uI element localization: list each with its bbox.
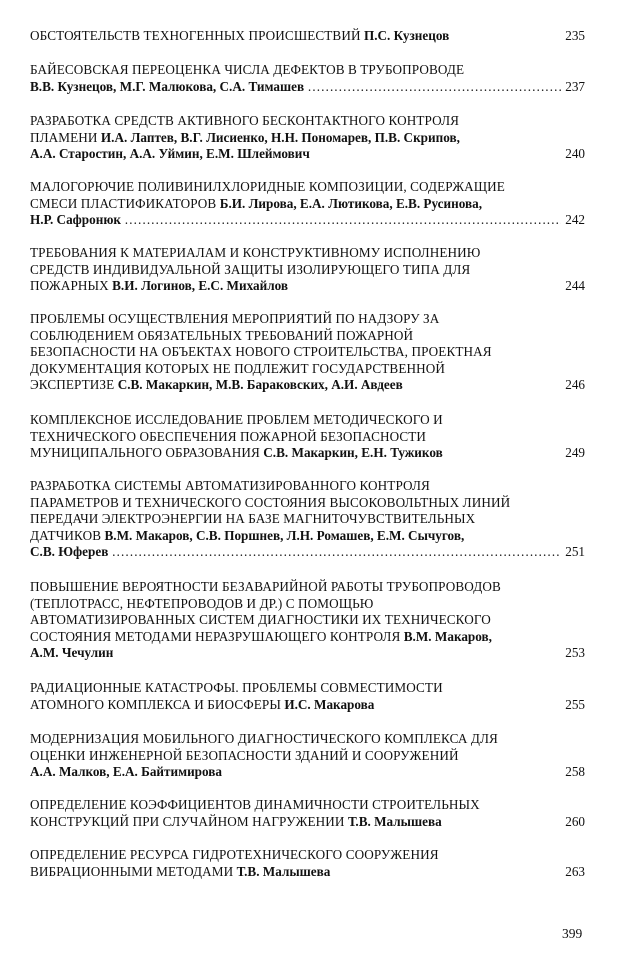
entry-page-number: 237 [561, 79, 585, 96]
entry-title: КОНСТРУКЦИЙ ПРИ СЛУЧАЙНОМ НАГРУЖЕНИИ [30, 813, 348, 829]
entry-title: МОДЕРНИЗАЦИЯ МОБИЛЬНОГО ДИАГНОСТИЧЕСКОГО КОМПЛЕКСА ДЛЯ [30, 731, 498, 746]
toc-entry [30, 412, 585, 462]
entry-authors: С.В. Макаркин, М.В. Бараковских, А.И. Авдеев [117, 377, 403, 393]
entry-title: БАЙЕСОВСКАЯ ПЕРЕОЦЕНКА ЧИСЛА ДЕФЕКТОВ В ТРУБОПРОВОДЕ [30, 62, 465, 77]
entry-authors: И.С. Макарова [284, 696, 375, 712]
entry-title: (ТЕПЛОТРАСС, НЕФТЕПРОВОДОВ И ДР.) С ПОМОЩЬЮ [30, 595, 374, 611]
toc-entry [30, 311, 585, 394]
entry-title: РАЗРАБОТКА СРЕДСТВ АКТИВНОГО БЕСКОНТАКТНОГО КОНТРОЛЯ [30, 113, 460, 128]
entry-title: ПАРАМЕТРОВ И ТЕХНИЧЕСКОГО СОСТОЯНИЯ ВЫСОКОВОЛЬТНЫХ ЛИНИЙ [30, 494, 511, 510]
entry-title: СОБЛЮДЕНИЕМ ОБЯЗАТЕЛЬНЫХ ТРЕБОВАНИЙ ПОЖАРНОЙ [30, 327, 414, 343]
entry-title: АВТОМАТИЗИРОВАННЫХ СИСТЕМ ДИАГНОСТИКИ ИХ ТЕХНИЧЕСКОГО [30, 612, 491, 628]
entry-page-number: 246 [561, 377, 585, 394]
entry-title: ПЕРЕДАЧИ ЭЛЕКТРОЭНЕРГИИ НА БАЗЕ МАГНИТОЧУВСТВИТЕЛЬНЫХ [30, 511, 476, 527]
toc-entry [30, 680, 585, 713]
entry-title: ПЛАМЕНИ [30, 129, 101, 145]
entry-authors: Н.Р. Сафронюк ……………………………………………………………………………………………………………………………………… [30, 212, 585, 227]
entry-authors: С.В. Макаркин, Е.Н. Тужиков [263, 445, 443, 461]
entry-authors: А.М. Чечулин [30, 645, 114, 661]
entry-authors: П.С. Кузнецов [363, 28, 450, 43]
entry-authors: А.А. Малков, Е.А. Байтимирова [30, 764, 222, 780]
entry-title: ОБСТОЯТЕЛЬСТВ ТЕХНОГЕННЫХ ПРОИСШЕСТВИЙ [30, 28, 364, 43]
entry-title: АТОМНОГО КОМПЛЕКСА И БИОСФЕРЫ [30, 696, 285, 712]
entry-title: ДОКУМЕНТАЦИЯ КОТОРЫХ НЕ ПОДЛЕЖИТ ГОСУДАРСТВЕННОЙ [30, 360, 445, 376]
entry-title: ОПРЕДЕЛЕНИЕ РЕСУРСА ГИДРОТЕХНИЧЕСКОГО СООРУЖЕНИЯ [30, 847, 439, 862]
entry-authors: В.И. Логинов, Е.С. Михайлов [112, 278, 288, 294]
toc-entry [30, 797, 585, 830]
entry-title: ПОЖАРНЫХ [30, 278, 113, 294]
entry-title: РАЗРАБОТКА СИСТЕМЫ АВТОМАТИЗИРОВАННОГО КОНТРОЛЯ [30, 478, 430, 493]
entry-authors: С.В. Юферев ……………………………………………………………………………………………………………………………………… [30, 544, 585, 559]
entry-title: ТРЕБОВАНИЯ К МАТЕРИАЛАМ И КОНСТРУКТИВНОМУ ИСПОЛНЕНИЮ [30, 245, 481, 260]
toc-entry [30, 179, 585, 229]
entry-authors: Т.В. Малышева [347, 813, 442, 829]
toc-entry [30, 731, 585, 781]
entry-page-number: 260 [561, 814, 585, 831]
entry-title: МАЛОГОРЮЧИЕ ПОЛИВИНИЛХЛОРИДНЫЕ КОМПОЗИЦИИ, СОДЕРЖАЩИЕ [30, 179, 505, 194]
entry-authors: В.М. Макаров, С.В. Поршнев, Л.Н. Ромашев, Е.М. Сычугов, [104, 527, 465, 543]
entry-page-number: 258 [561, 764, 585, 781]
entry-title: ТЕХНИЧЕСКОГО ОБЕСПЕЧЕНИЯ ПОЖАРНОЙ БЕЗОПАСНОСТИ [30, 428, 427, 444]
entry-title: БЕЗОПАСНОСТИ НА ОБЪЕКТАХ НОВОГО СТРОИТЕЛЬСТВА, ПРОЕКТНАЯ [30, 344, 492, 360]
entry-title: ВИБРАЦИОННЫМИ МЕТОДАМИ [30, 863, 237, 879]
entry-authors: Б.И. Лирова, Е.А. Лютикова, Е.В. Русинова, [219, 195, 483, 211]
toc-entry [30, 847, 585, 880]
toc-entry [30, 245, 585, 295]
toc-entry [30, 579, 585, 662]
entry-title: ОЦЕНКИ ИНЖЕНЕРНОЙ БЕЗОПАСНОСТИ ЗДАНИЙ И СООРУЖЕНИЙ [30, 747, 459, 763]
entry-page-number: 253 [561, 645, 585, 662]
entry-page-number: 235 [561, 28, 585, 45]
entry-authors: И.А. Лаптев, В.Г. Лисиенко, Н.Н. Пономарев, П.В. Скрипов, [100, 129, 460, 145]
entry-title: СРЕДСТВ ИНДИВИДУАЛЬНОЙ ЗАЩИТЫ ИЗОЛИРУЮЩЕГО ТИПА ДЛЯ [30, 261, 471, 277]
entry-title: РАДИАЦИОННЫЕ КАТАСТРОФЫ. ПРОБЛЕМЫ СОВМЕСТИМОСТИ [30, 680, 443, 695]
entry-title: СОСТОЯНИЯ МЕТОДАМИ НЕРАЗРУШАЮЩЕГО КОНТРОЛЯ [30, 628, 404, 644]
toc-entry [30, 62, 585, 95]
entry-title: ЭКСПЕРТИЗЕ [30, 377, 118, 393]
entry-authors: В.В. Кузнецов, М.Г. Малюкова, С.А. Тимашев ……………………………………………………………………………………………………………………………………… [30, 79, 585, 94]
entry-authors: А.А. Старостин, А.А. Уймин, Е.М. Шлеймович [30, 146, 310, 162]
entry-title: КОМПЛЕКСНОЕ ИССЛЕДОВАНИЕ ПРОБЛЕМ МЕТОДИЧЕСКОГО И [30, 412, 443, 427]
entry-title: ПРОБЛЕМЫ ОСУЩЕСТВЛЕНИЯ МЕРОПРИЯТИЙ ПО НАДЗОРУ ЗА [30, 311, 440, 326]
entry-title: МУНИЦИПАЛЬНОГО ОБРАЗОВАНИЯ [30, 445, 264, 461]
entry-title: СМЕСИ ПЛАСТИФИКАТОРОВ [30, 195, 220, 211]
entry-authors: Т.В. Малышева [236, 863, 331, 879]
entry-page-number: 240 [561, 146, 585, 163]
toc-entry [30, 28, 585, 45]
toc-entry [30, 478, 585, 561]
entry-page-number: 255 [561, 697, 585, 714]
entry-page-number: 263 [561, 864, 585, 881]
entry-page-number: 249 [561, 445, 585, 462]
entry-authors: В.М. Макаров, [403, 628, 492, 644]
entry-page-number: 242 [561, 212, 585, 229]
entry-title: ДАТЧИКОВ [30, 527, 105, 543]
entry-title: ОПРЕДЕЛЕНИЕ КОЭФФИЦИЕНТОВ ДИНАМИЧНОСТИ СТРОИТЕЛЬНЫХ [30, 797, 480, 812]
entry-page-number: 251 [561, 544, 585, 561]
toc-entry [30, 113, 585, 163]
page-number: 399 [562, 926, 583, 941]
entry-title: ПОВЫШЕНИЕ ВЕРОЯТНОСТИ БЕЗАВАРИЙНОЙ РАБОТЫ ТРУБОПРОВОДОВ [30, 579, 501, 594]
entry-page-number: 244 [561, 278, 585, 295]
